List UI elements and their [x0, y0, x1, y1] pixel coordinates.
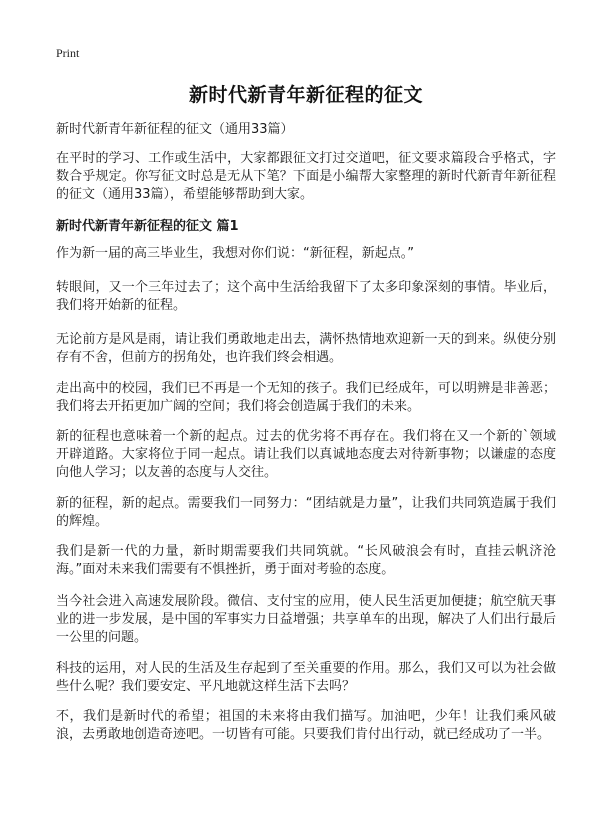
body-paragraph-4: 走出高中的校园，我们已不再是一个无知的孩子。我们已经成年，可以明辨是非善恶；我们将去开拓更加广阔的空间；我们将会创造属于我们的未来。 — [56, 381, 556, 414]
body-paragraph-7: 我们是新一代的力量，新时期需要我们共同筑就。“长风破浪会有时，直挂云帆济沧海。”面对未来我们需要有不惧挫折，勇于面对考验的态度。 — [56, 544, 556, 577]
document-subtitle: 新时代新青年新征程的征文（通用33篇） — [56, 122, 294, 137]
body-paragraph-8: 当今社会进入高速发展阶段。微信、支付宝的应用，使人民生活更加便捷；航空航天事业的进一步发展，是中国的军事实力日益增强；共享单车的出现，解决了人们出行最后一公里的问题。 — [56, 594, 556, 645]
body-paragraph-1: 作为新一届的高三毕业生，我想对你们说：“新征程，新起点。” — [56, 246, 414, 261]
intro-paragraph: 在平时的学习、工作或生活中，大家都跟征文打过交道吧，征文要求篇段合乎格式，字数合乎规定。你写征文时总是无从下笔？下面是小编帮大家整理的新时代新青年新征程的征文（通用33篇），希望能够帮助到大家。 — [56, 151, 556, 202]
section-heading: 新时代新青年新征程的征文 篇1 — [56, 219, 239, 234]
body-paragraph-6: 新的征程，新的起点。需要我们一同努力：“团结就是力量”，让我们共同筑造属于我们的辉煌。 — [56, 496, 556, 529]
body-paragraph-9: 科技的运用，对人民的生活及生存起到了至关重要的作用。那么，我们又可以为社会做些什么呢？我们要安定、平凡地就这样生活下去吗？ — [56, 661, 556, 694]
body-paragraph-5: 新的征程也意味着一个新的起点。过去的优劣将不再存在。我们将在又一个新的`领域开辟道路。大家将位于同一起点。请让我们以真诚地态度去对待新事物；以谦虚的态度向他人学习；以友善的态度与人交往。 — [56, 429, 556, 480]
body-paragraph-2: 转眼间，又一个三年过去了；这个高中生活给我留下了太多印象深刻的事情。毕业后，我们将开始新的征程。 — [56, 280, 556, 313]
body-paragraph-3: 无论前方是风是雨，请让我们勇敢地走出去，满怀热情地欢迎新一天的到来。纵使分别存有不舍，但前方的拐角处，也许我们终会相遇。 — [56, 332, 556, 365]
body-paragraph-10: 不，我们是新时代的希望；祖国的未来将由我们描写。加油吧，少年！让我们乘风破浪，去勇敢地创造奇迹吧。一切皆有可能。只要我们肯付出行动，就已经成功了一半。 — [56, 709, 556, 742]
page-title: 新时代新青年新征程的征文 — [188, 84, 423, 106]
print-link[interactable]: Print — [56, 46, 80, 60]
